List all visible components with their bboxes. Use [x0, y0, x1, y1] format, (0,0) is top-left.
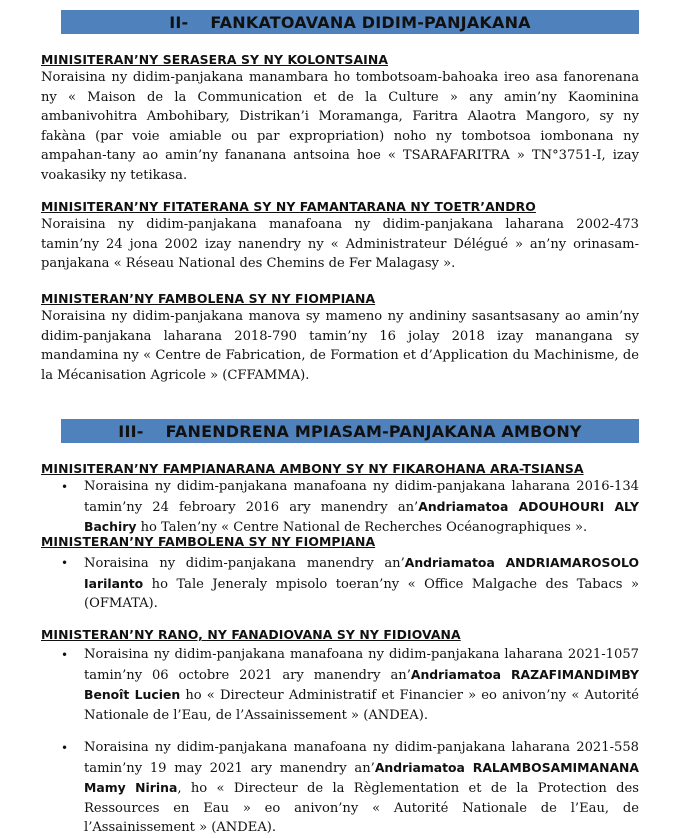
- appointment-text: [84, 553, 639, 614]
- section-title: FANENDRENA MPIASAM-PANJAKANA AMBONY: [165, 421, 582, 441]
- decree-paragraph: Noraisina ny didim-panjakana manafoana ny didim-panjakana laharana 2002-473 tamin’ny 24 jona 2002 izay nanendry ny « Administrateur Délégué » an’ny orinasam-panjakana « Réseau National des Chemins de Fer Malagasy ».: [41, 217, 639, 271]
- ministry-heading: MINISTERAN’NY FAMBOLENA SY NY FIOMPIANA: [41, 534, 376, 549]
- appointee-name: Andriamatoa ANDRIAMAROSOLO Iarilanto: [84, 555, 639, 591]
- decree-paragraph: Noraisina ny didim-panjakana manova sy mameno ny andininy sasantsasany ao amin’ny didim-panjakana laharana 2018-790 tamin’ny 16 jolay 2018 izay manangana sy mandamina ny « Centre de Fabrication, de Formation et d’Application du Machinisme, de la Mécanisation Agricole » (CFFAMMA).: [41, 309, 639, 383]
- text-run: , ho « Directeur de la Règlementation et de la Protection des Ressources en Eau » eo anivon’ny « Autorité Nationale de l’Eau, de l’Assainissement » (ANDEA).: [84, 781, 639, 835]
- bullet-icon: •: [61, 480, 69, 494]
- section-title: FANKATOAVANA DIDIM-PANJAKANA: [210, 12, 531, 32]
- bullet-icon: •: [61, 741, 69, 755]
- section-header-3: [61, 419, 639, 443]
- appointee-name: Andriamatoa ADOUHOURI ALY Bachiry: [84, 498, 639, 534]
- text-run: ho Talen’ny « Centre National de Recherches Océanographiques ».: [136, 520, 588, 535]
- appointee-name: Andriamatoa RAZAFIMANDIMBY Benoît Lucien: [84, 666, 639, 702]
- bullet-icon: •: [61, 648, 69, 662]
- ministry-heading: MINISITERAN’NY FAMPIANARANA AMBONY SY NY FIKAROHANA ARA-TSIANSA: [41, 461, 584, 476]
- text-run: ho « Directeur Administratif et Financier » eo anivon’ny « Autorité Nationale de l’Eau, de l’Assainissement » (ANDEA).: [84, 688, 639, 723]
- section-number: II-: [169, 12, 189, 32]
- ministry-heading: MINISTERAN’NY RANO, NY FANADIOVANA SY NY FIDIOVANA: [41, 627, 461, 642]
- text-run: Noraisina ny didim-panjakana manafoana ny didim-panjakana laharana 2016-134 tamin’ny 24 febroary 2016 ary manendry an’: [84, 479, 639, 515]
- section-number: III-: [118, 421, 144, 441]
- text-run: Noraisina ny didim-panjakana manafoana ny didim-panjakana laharana 2021-1057 tamin’ny 06 octobre 2021 ary manendry an’: [84, 647, 639, 683]
- text-run: Noraisina ny didim-panjakana manafoana ny didim-panjakana laharana 2021-558 tamin’ny 19 may 2021 ary manendry an’: [84, 740, 639, 776]
- text-run: Noraisina ny didim-panjakana manendry an’: [84, 556, 405, 571]
- section-header-2: [61, 10, 639, 34]
- ministry-heading: MINISTERAN’NY FAMBOLENA SY NY FIOMPIANA: [41, 291, 376, 306]
- ministry-heading: MINISITERAN’NY SERASERA SY NY KOLONTSAINA: [41, 52, 389, 67]
- ministry-heading: MINISITERAN’NY FITATERANA SY NY FAMANTARANA NY TOETR’ANDRO: [41, 199, 536, 214]
- text-run: ho Tale Jeneraly mpisolo toeran’ny « Office Malgache des Tabacs » (OFMATA).: [84, 576, 639, 611]
- appointee-name: Andriamatoa RALAMBOSAMIMANANA Mamy Nirina: [84, 759, 639, 795]
- appointment-text: [84, 645, 639, 725]
- decree-paragraph: Noraisina ny didim-panjakana manambara ho tombotsoam-bahoaka ireo asa fanorenana ny « Maison de la Communication et de la Culture » any amin’ny Kaominina ambanivohitra Ambohibary, Distrikan’i Moramanga, Faritra Alaotra Mangoro, sy ny fakàna (par voie amiable ou par expropriation) noho ny tombotsoa iombonana ny ampahan-tany ao amin’ny fananana antsoina hoe « TSARAFARITRA » TN°3751-I, izay voakasiky ny tetikasa.: [41, 70, 639, 183]
- appointment-text: [84, 738, 639, 838]
- bullet-icon: •: [61, 556, 69, 570]
- appointment-text: [84, 477, 639, 538]
